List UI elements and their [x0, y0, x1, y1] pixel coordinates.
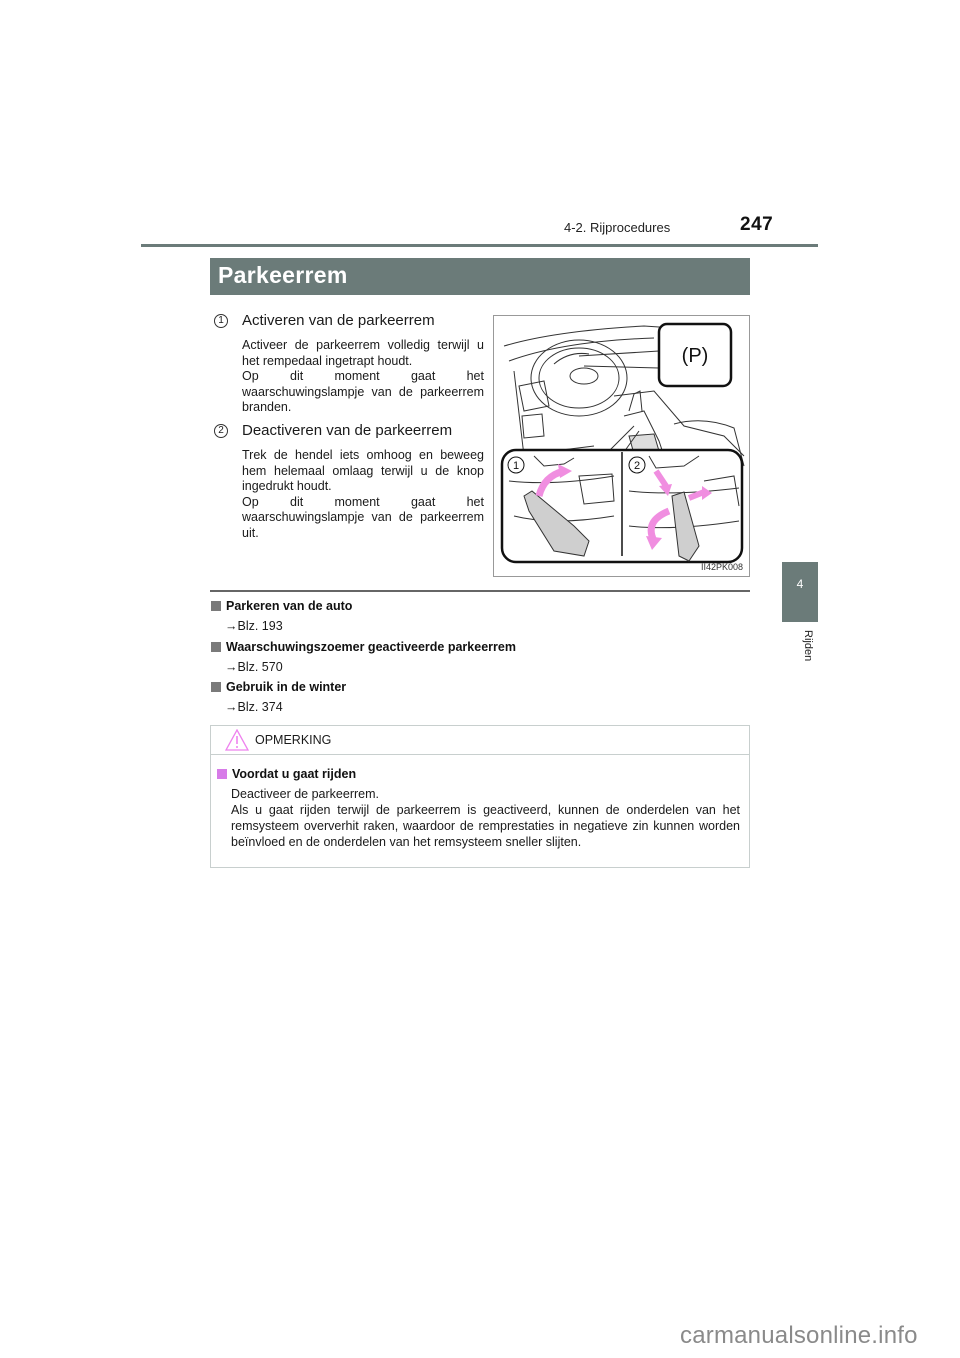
step-number-badge: 1 [214, 314, 228, 328]
bullet-square-icon [211, 601, 221, 611]
reference-title: Gebruik in de winter [226, 680, 347, 694]
notice-line-1: Deactiveer de parkeerrem. [231, 787, 379, 801]
page-reference-link[interactable]: →Blz. 570 [225, 660, 283, 674]
page-reference-link[interactable]: →Blz. 193 [225, 619, 283, 633]
section-header-bar [210, 258, 750, 295]
callout-2: 2 [633, 460, 641, 472]
section-title: Parkeerrem [218, 262, 348, 288]
reference-title: Waarschuwingszoemer geactiveerde parkeerrem [226, 640, 516, 654]
chapter-tab-label: Rijden [802, 630, 814, 662]
step-description-2: Op dit moment gaat het waarschuwingslampje van de parkeerrem branden. [242, 369, 484, 414]
step-deactivate [214, 422, 484, 541]
step-title: Activeren van de parkeerrem [242, 312, 435, 329]
bullet-square-icon [211, 682, 221, 692]
dashboard-illustration [494, 316, 749, 576]
bullet-square-icon [211, 642, 221, 652]
reference-item [211, 599, 751, 633]
notice-label: OPMERKING [255, 733, 332, 747]
notice-subtitle: Voordat u gaat rijden [232, 767, 357, 781]
notice-header [211, 726, 749, 755]
chapter-section-title: 4-2. Rijprocedures [564, 220, 671, 235]
parking-brake-indicator-icon: (P) [681, 345, 709, 367]
reference-item [211, 680, 751, 714]
header-divider [141, 244, 818, 247]
watermark: carmanualsonline.info [680, 1322, 918, 1349]
notice-text [231, 786, 740, 850]
reference-title: Parkeren van de auto [226, 599, 353, 613]
page-number: 247 [740, 214, 774, 235]
step-description: Trek de hendel iets omhoog en beweeg hem helemaal omlaag terwijl u de knop ingedrukt houdt. [242, 448, 484, 493]
page-reference-link[interactable]: →Blz. 374 [225, 700, 283, 714]
figure-code: II42PK008 [700, 562, 743, 572]
bullet-square-icon [217, 769, 227, 779]
section-divider [210, 590, 750, 592]
notice-box [210, 725, 750, 868]
parking-brake-illustration [493, 315, 750, 577]
step-activate [214, 312, 484, 416]
step-description-2: Op dit moment gaat het waarschuwingslampje van de parkeerrem uit. [242, 494, 484, 540]
step-title: Deactiveren van de parkeerrem [242, 422, 453, 439]
warning-triangle-icon [225, 729, 249, 751]
step-description: Activeer de parkeerrem volledig terwijl u het rempedaal ingetrapt houdt. [242, 338, 484, 368]
notice-subtitle-row [217, 767, 356, 781]
step-number-badge: 2 [214, 424, 228, 438]
reference-item [211, 640, 751, 674]
notice-line-2: Als u gaat rijden terwijl de parkeerrem is geactiveerd, kunnen de onderdelen van het remsysteem oververhit raken, waardoor de remprestaties in negatieve zin kunnen worden beïnvloed en de onderdelen van het remsysteem sneller slijten. [231, 803, 740, 849]
callout-1: 1 [512, 460, 520, 472]
chapter-tab[interactable]: 4 [782, 562, 818, 622]
